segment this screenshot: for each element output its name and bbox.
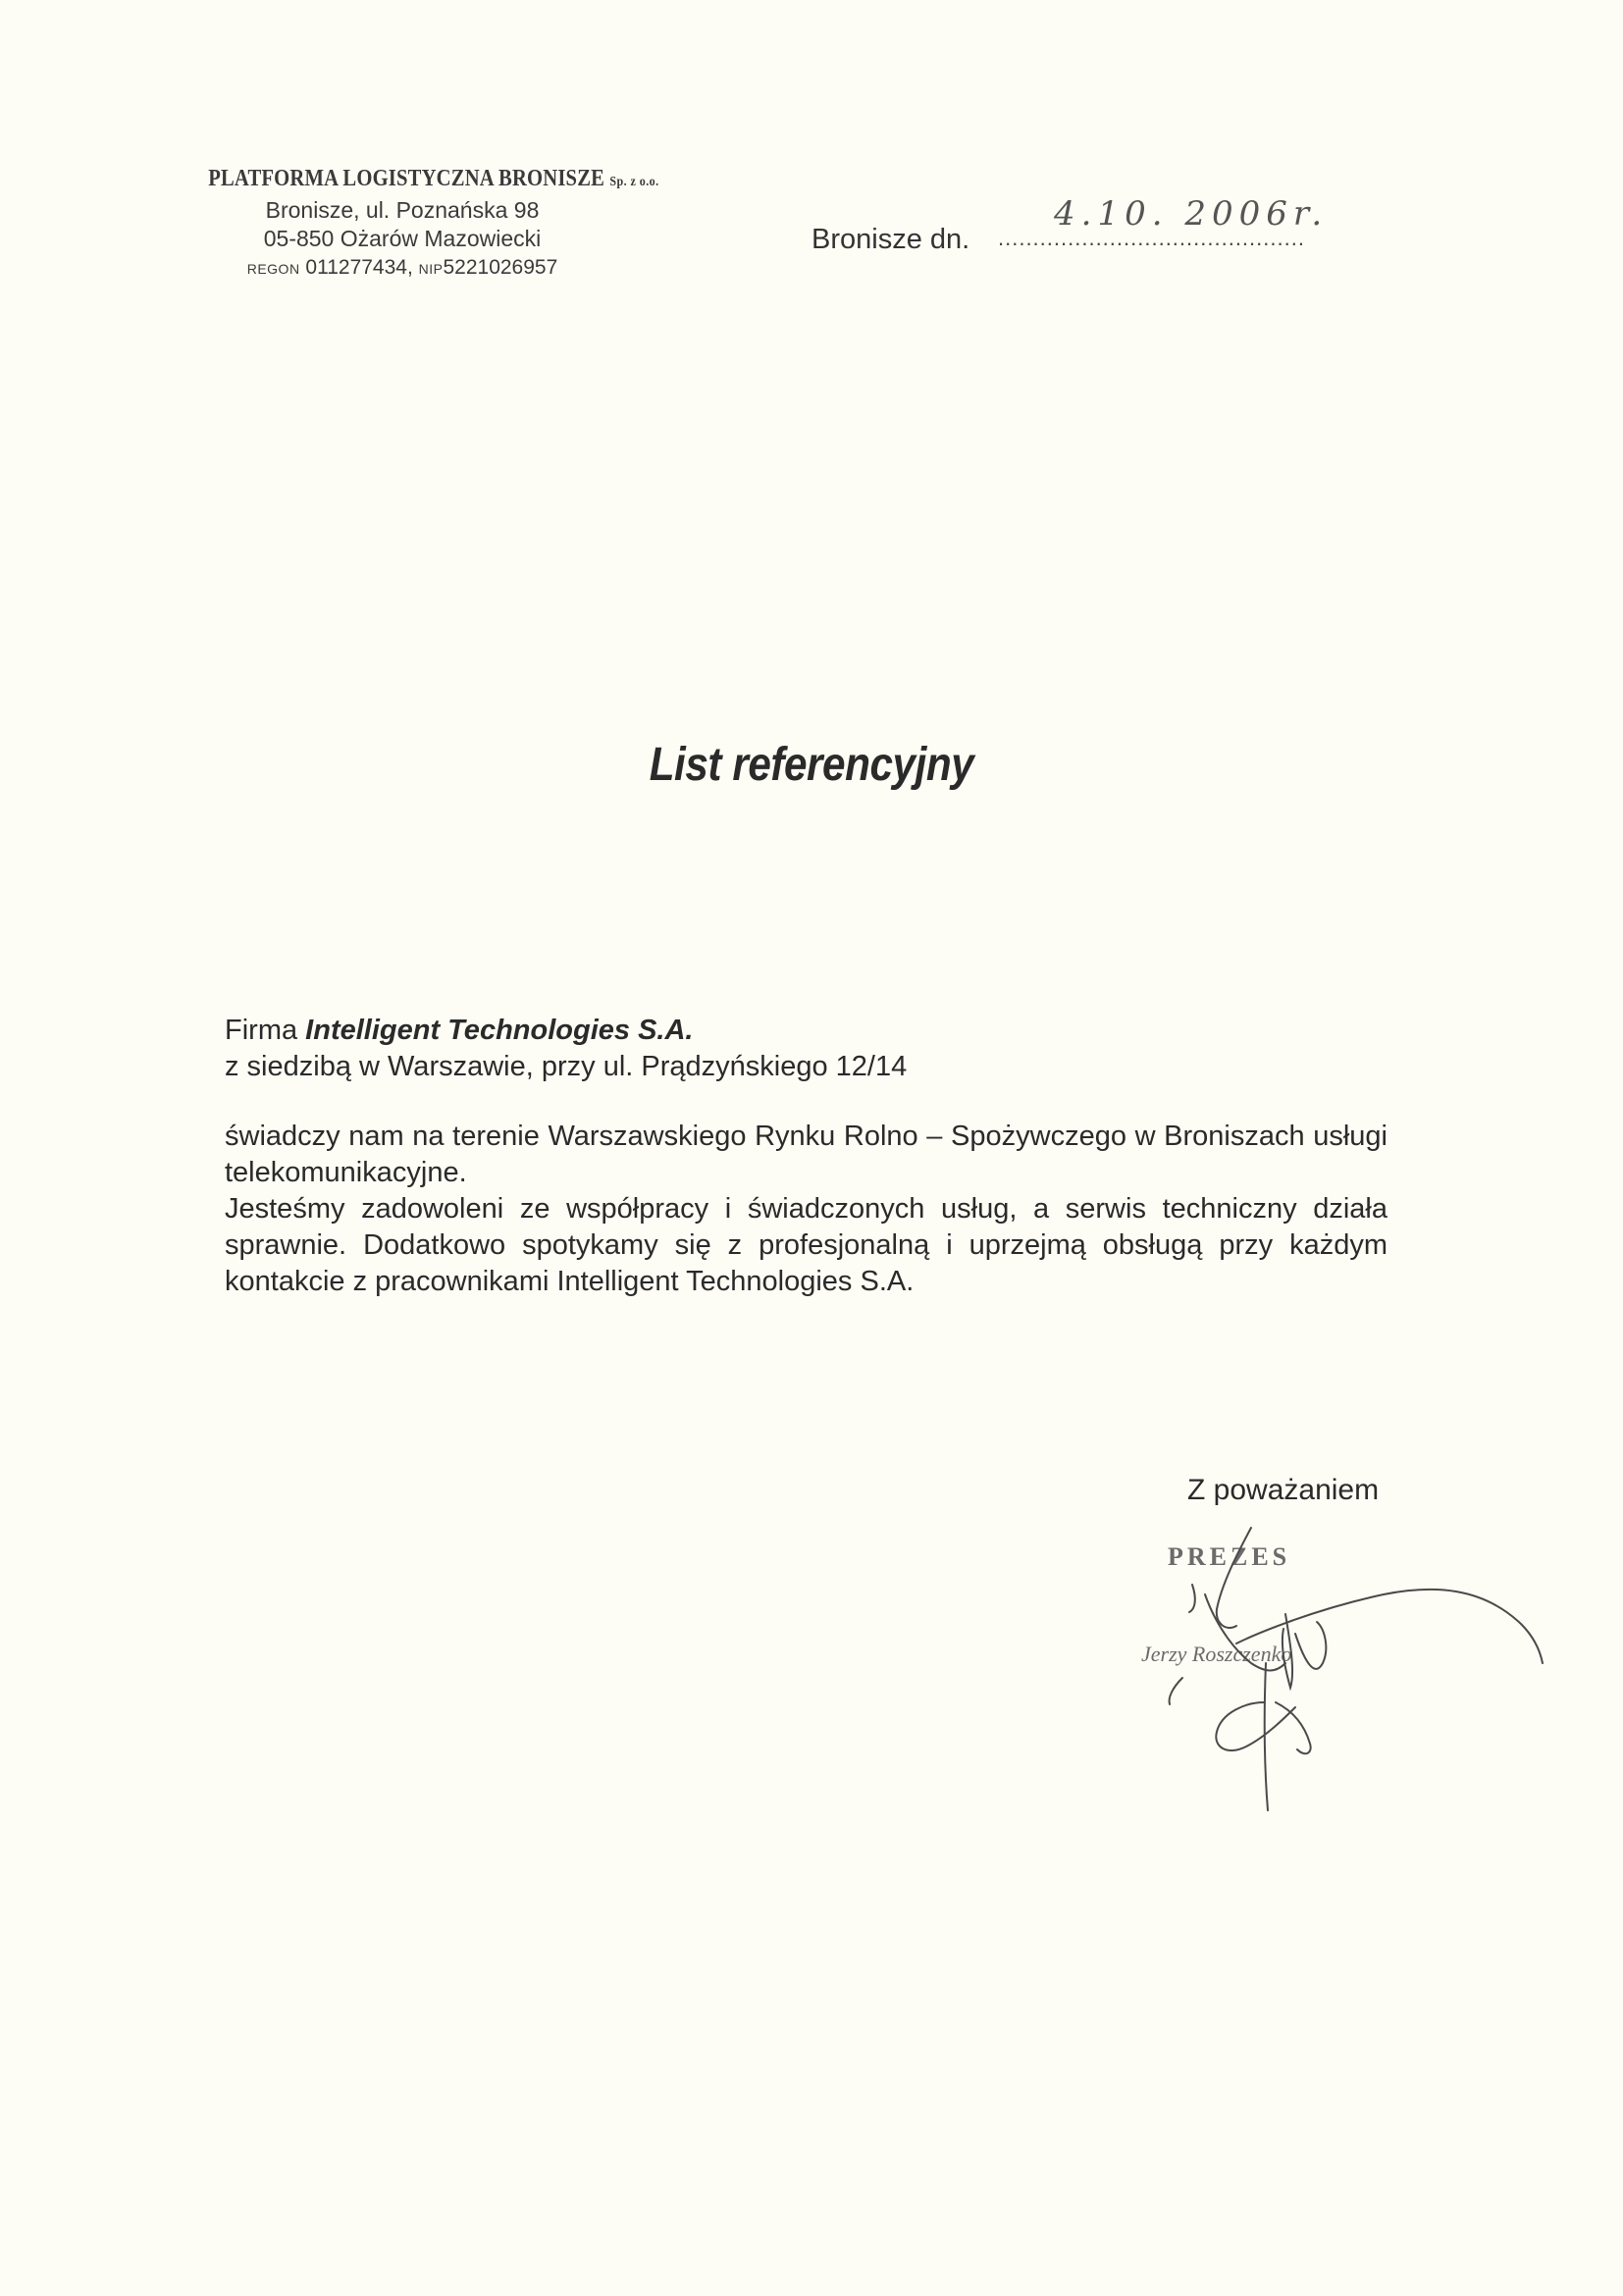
body-text — [225, 1119, 1387, 1300]
letterhead-company — [208, 165, 659, 196]
nip-label: NIP — [418, 261, 444, 277]
intro-company-name: Intelligent Technologies S.A. — [305, 1015, 694, 1046]
stamp-title-text: PREZES — [1168, 1542, 1291, 1571]
intro-block — [225, 1013, 1387, 1085]
date-label: Bronisze dn. — [812, 224, 970, 255]
letterhead-address-line2: 05-850 Ożarów Mazowiecki — [263, 226, 542, 251]
letterhead-company-suffix: Sp. z o.o. — [609, 175, 659, 189]
body-paragraph-1: świadczy nam na terenie Warszawskiego Rynku Rolno – Spożywczego w Broniszach usługi telekomunikacyjne. — [225, 1121, 1387, 1188]
closing-salutation: Z poważaniem — [1187, 1474, 1380, 1506]
letterhead-stamp — [177, 165, 659, 284]
regon-value: 011277434, — [305, 256, 413, 279]
nip-value: 5221026957 — [443, 256, 558, 279]
body-paragraph-2: Jesteśmy zadowoleni ze współpracy i świadczonych usług, a serwis techniczny działa sprawnie. Dodatkowo spotykamy się z profesjonalną i uprzejmą obsługą przy każdym kontakcie z pracownikami Intelligent Technologies S.A. — [225, 1193, 1387, 1297]
document-title: List referencyjny — [649, 739, 974, 791]
intro-firm-line — [225, 1013, 1387, 1049]
signature-stamp — [1089, 1516, 1560, 1830]
date-dotted-line: ............................................ — [998, 226, 1305, 250]
regon-label: REGON — [246, 261, 300, 277]
stamp-name-text: Jerzy Roszczenko — [1141, 1642, 1292, 1666]
intro-prefix: Firma — [225, 1015, 306, 1046]
date-handwritten: 4.10. 2006r. — [1054, 194, 1329, 234]
intro-address-line: z siedzibą w Warszawie, przy ul. Prądzyńskiego 12/14 — [225, 1051, 908, 1082]
letterhead-address-line1: Bronisze, ul. Poznańska 98 — [265, 197, 540, 223]
letterhead-registration — [177, 253, 628, 284]
letterhead-company-name: PLATFORMA LOGISTYCZNA BRONISZE — [208, 166, 605, 191]
